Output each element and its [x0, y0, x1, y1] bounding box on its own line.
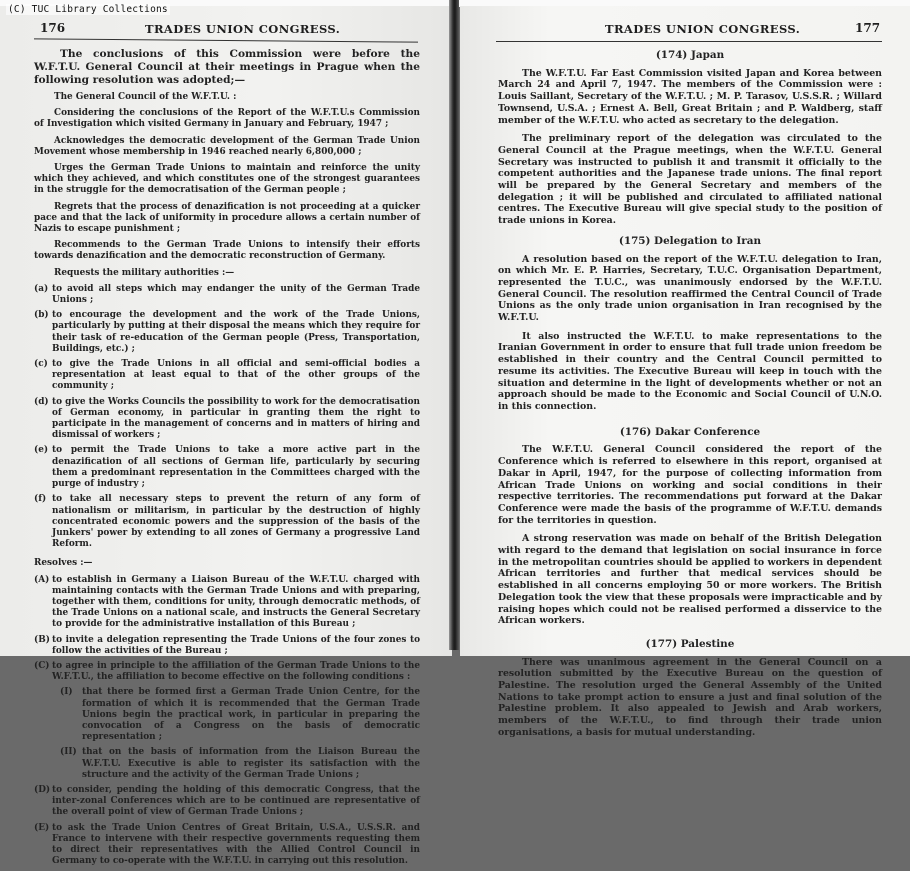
- section-dakar: [498, 427, 882, 627]
- recommends-paragraph: Recommends to the German Trade Unions to intensify their efforts towards denazification and the democratic reconstruction of Germany.: [34, 240, 420, 262]
- resolves-heading: [34, 558, 420, 569]
- acknowledges-paragraph: Acknowledges the democratic development of the German Trade Union Movement whose membership in 1946 reached nearly 6,800,000 ;: [34, 135, 420, 157]
- running-head: TRADES UNION CONGRESS.: [145, 22, 341, 36]
- requests-rest: the military authorities :—: [99, 267, 235, 278]
- item-label: (C): [34, 660, 50, 671]
- page-number: 176: [40, 21, 66, 35]
- condition-item: [60, 687, 420, 743]
- item-text: to take all necessary steps to prevent the return of any form of nationalism or militarism, in particular by the destruction of highly concentrated economic powers and the suppression of the basis of the Junkers' power by extending to all zones of Germany a progressive Land Reform.: [52, 494, 420, 550]
- item-text: that there be formed first a German Trade Union Centre, for the formation of which it is recommended that the German Trade Unions begin the practical work, in particular in preparing the convocation of a Congress on the basis of democratic representation ;: [82, 687, 420, 743]
- item-text: to consider, pending the holding of this democratic Congress, that the inter-zonal Conferences which are to be continued are representative of the overall point of view of German Trade Unions ;: [52, 784, 420, 818]
- section-paragraph: A resolution based on the report of the W.F.T.U. delegation to Iran, on which Mr. E. P. Harries, Secretary, T.U.C. Organisation Department, represented the T.U.C., was unanimously endorsed by the W.F.T.U. General Council. The resolution reaffirmed the Central Council of Trade Unions as the only trade union organisation in Iran recognised by the W.F.T.U.: [498, 253, 882, 324]
- regrets-paragraph: Regrets that the process of denazification is not proceeding at a quicker pace and that the lack of uniformity in procedure allows a certain number of Nazis to escape punishment ;: [34, 201, 420, 235]
- section-paragraph: It also instructed the W.F.T.U. to make representations to the Iranian Government in order to ensure that full trade union freedom be established in their country and the Central Council permitted to resume its activities. The Executive Bureau will keep in touch with the situation and determine in the light of developments whether or not an approach should be made to the Economic and Social Council of U.N.O. in this connection.: [498, 330, 882, 412]
- item-label: (e): [34, 445, 49, 456]
- resolve-item: [34, 635, 420, 657]
- request-item: [34, 284, 420, 306]
- item-text: to encourage the development and the work of the Trade Unions, particularly by putting at their disposal the means which they require for their task of re-education of the German people (Press, Transportation, Buildings, etc.) ;: [52, 310, 420, 354]
- resolves-list: [34, 575, 420, 868]
- item-label: (c): [34, 359, 48, 370]
- section-iran: [498, 236, 882, 413]
- right-page-body: [498, 46, 882, 746]
- section-paragraph: A strong reservation was made on behalf of the British Delegation with regard to the demand that legislation on social insurance in force in the metropolitan countries should be applied to workers in dependent African territories and further that medical services should be established in all concerns employing 50 or more workers. The British Delegation took the view that these proposals were impracticable and by raising hopes which could not be realised performed a disservice to the African workers.: [498, 533, 882, 627]
- left-page: [0, 6, 452, 867]
- condition-item: [60, 747, 420, 781]
- resolve-item: [34, 823, 420, 868]
- item-label: (d): [34, 396, 49, 407]
- item-label: (a): [34, 283, 49, 294]
- section-paragraph: The preliminary report of the delegation was circulated to the General Council at the Prague meetings, when the W.F.T.U. General Secretary was instructed to publish it and transmit it officially to the competent authorities and the Japanese trade unions. The final report will be prepared by the General Secretary and members of the delegation ; it will be published and circulated to affiliated national centres. The Executive Bureau will give special study to the position of trade unions in Korea.: [498, 133, 882, 227]
- section-japan: [498, 50, 882, 227]
- watermark: (C) TUC Library Collections: [8, 4, 168, 15]
- item-label: (b): [34, 310, 49, 321]
- item-label: (B): [34, 634, 50, 645]
- section-heading: (177) Palestine: [645, 637, 735, 650]
- section-heading: (174) Japan: [655, 49, 725, 61]
- item-label: (A): [34, 574, 50, 585]
- item-text: to invite a delegation representing the Trade Unions of the four zones to follow the activities of the Bureau ;: [52, 634, 420, 656]
- resolve-item: [34, 785, 420, 819]
- section-heading: (176) Dakar Conference: [619, 425, 761, 438]
- intro-paragraph: The conclusions of this Commission were before the W.F.T.U. General Council at their meetings in Prague when the following resolution was adopted;—: [34, 48, 420, 86]
- item-label: (f): [34, 494, 47, 505]
- item-label: (E): [34, 822, 50, 833]
- section-paragraph: The W.F.T.U. Far East Commission visited Japan and Korea between March 24 and April 7, 1947. The members of the Commission were : Louis Saillant, Secretary of the W.F.T.U. ; M. P. Tarasov, U.S.S.R. ; Willard Townsend, U.S.A. ; Ernest A. Bell, Great Britain ; and P. Waldberg, staff member of the W.F.T.U. who acted as secretary to the delegation.: [498, 67, 882, 126]
- item-label: (D): [34, 784, 51, 795]
- section-paragraph: There was unanimous agreement in the General Council on a resolution submitted by the Executive Bureau on the question of Palestine. The resolution urged the General Assembly of the United Nations to take prompt action to ensure a just and final solution of the Palestine problem. It also appealed to Jewish and Arab workers, members of the W.F.T.U., to find through their trade union organisations, a basis for mutual understanding.: [498, 656, 882, 738]
- page-number: 177: [855, 21, 881, 35]
- right-page: [460, 6, 910, 738]
- requests-intro: [34, 268, 420, 279]
- item-text: to ask the Trade Union Centres of Great Britain, U.S.A., U.S.S.R. and France to intervene with their respective governments requesting them to direct their representatives with the Allied Control Council in Germany to co-operate with the W.F.T.U. in carrying out this resolution.: [52, 822, 420, 867]
- request-item: [34, 397, 420, 442]
- item-label: (I): [60, 687, 73, 698]
- item-text: that on the basis of information from the Liaison Bureau the W.F.T.U. Executive is able to register its satisfaction with the structure and the activity of the German Trade Unions ;: [82, 747, 420, 780]
- requests-list: [34, 284, 420, 550]
- left-page-body: [34, 48, 420, 871]
- running-head: TRADES UNION CONGRESS.: [605, 22, 801, 36]
- item-text: to permit the Trade Unions to take a more active part in the denazification of all sections of German life, particularly by securing them a predominant representation in the Committees charged with the purge of industry ;: [52, 445, 420, 490]
- item-text: to give the Trade Unions in all official and semi-official bodies a representation at least equal to that of the other groups of the community ;: [52, 359, 420, 392]
- requests-label: Requests: [54, 267, 100, 278]
- item-label: (II): [60, 747, 77, 758]
- resolve-item: [34, 661, 420, 683]
- header-rule: [496, 41, 882, 42]
- item-text: to give the Works Councils the possibility to work for the democratisation of German economy, in particular in granting them the right to participate in the management of concerns and in matters of hiring and dismissal of workers ;: [52, 396, 420, 441]
- item-text: to agree in principle to the affiliation of the German Trade Unions to the W.F.T.U., the affiliation to become effective on the following conditions :: [52, 660, 420, 683]
- section-heading: (175) Delegation to Iran: [618, 234, 762, 247]
- request-item: [34, 445, 420, 490]
- section-palestine: [498, 639, 882, 739]
- section-paragraph: The W.F.T.U. General Council considered the report of the Conference which is referred to elsewhere in this report, organised at Dakar in April, 1947, for the purpose of collecting information from African Trade Unions on working and social conditions in their respective territories. The recommendations put forward at the Dakar Conference were made the basis of the programme of W.F.T.U. demands for the territories in question.: [498, 444, 882, 526]
- resolves-label: Resolves :—: [34, 558, 93, 569]
- request-item: [34, 359, 420, 393]
- resolution-opening: The General Council of the W.F.T.U. :: [54, 92, 237, 102]
- request-item: [34, 494, 420, 550]
- request-item: [34, 310, 420, 355]
- urges-paragraph: Urges the German Trade Unions to maintain and reinforce the unity which they achieved, and which constitutes one of the strongest guarantees in the struggle for the democratisation of the German people ;: [34, 163, 420, 196]
- resolve-item: [34, 575, 420, 631]
- considering-paragraph: Considering the conclusions of the Report of the W.F.T.U.s Commission of Investigation which visited Germany in January and February, 1947 ;: [34, 108, 420, 130]
- header-rule: [34, 38, 418, 42]
- item-text: to avoid all steps which may endanger the unity of the German Trade Unions ;: [52, 283, 420, 306]
- book-spine: [449, 0, 459, 650]
- item-text: to establish in Germany a Liaison Bureau of the W.F.T.U. charged with maintaining contacts with the German Trade Unions and with preparing, together with them, conditions for unity, through democratic methods, of the Trade Unions on a national scale, and instructs the General Secretary to provide for the administrative installation of this Bureau ;: [52, 574, 420, 630]
